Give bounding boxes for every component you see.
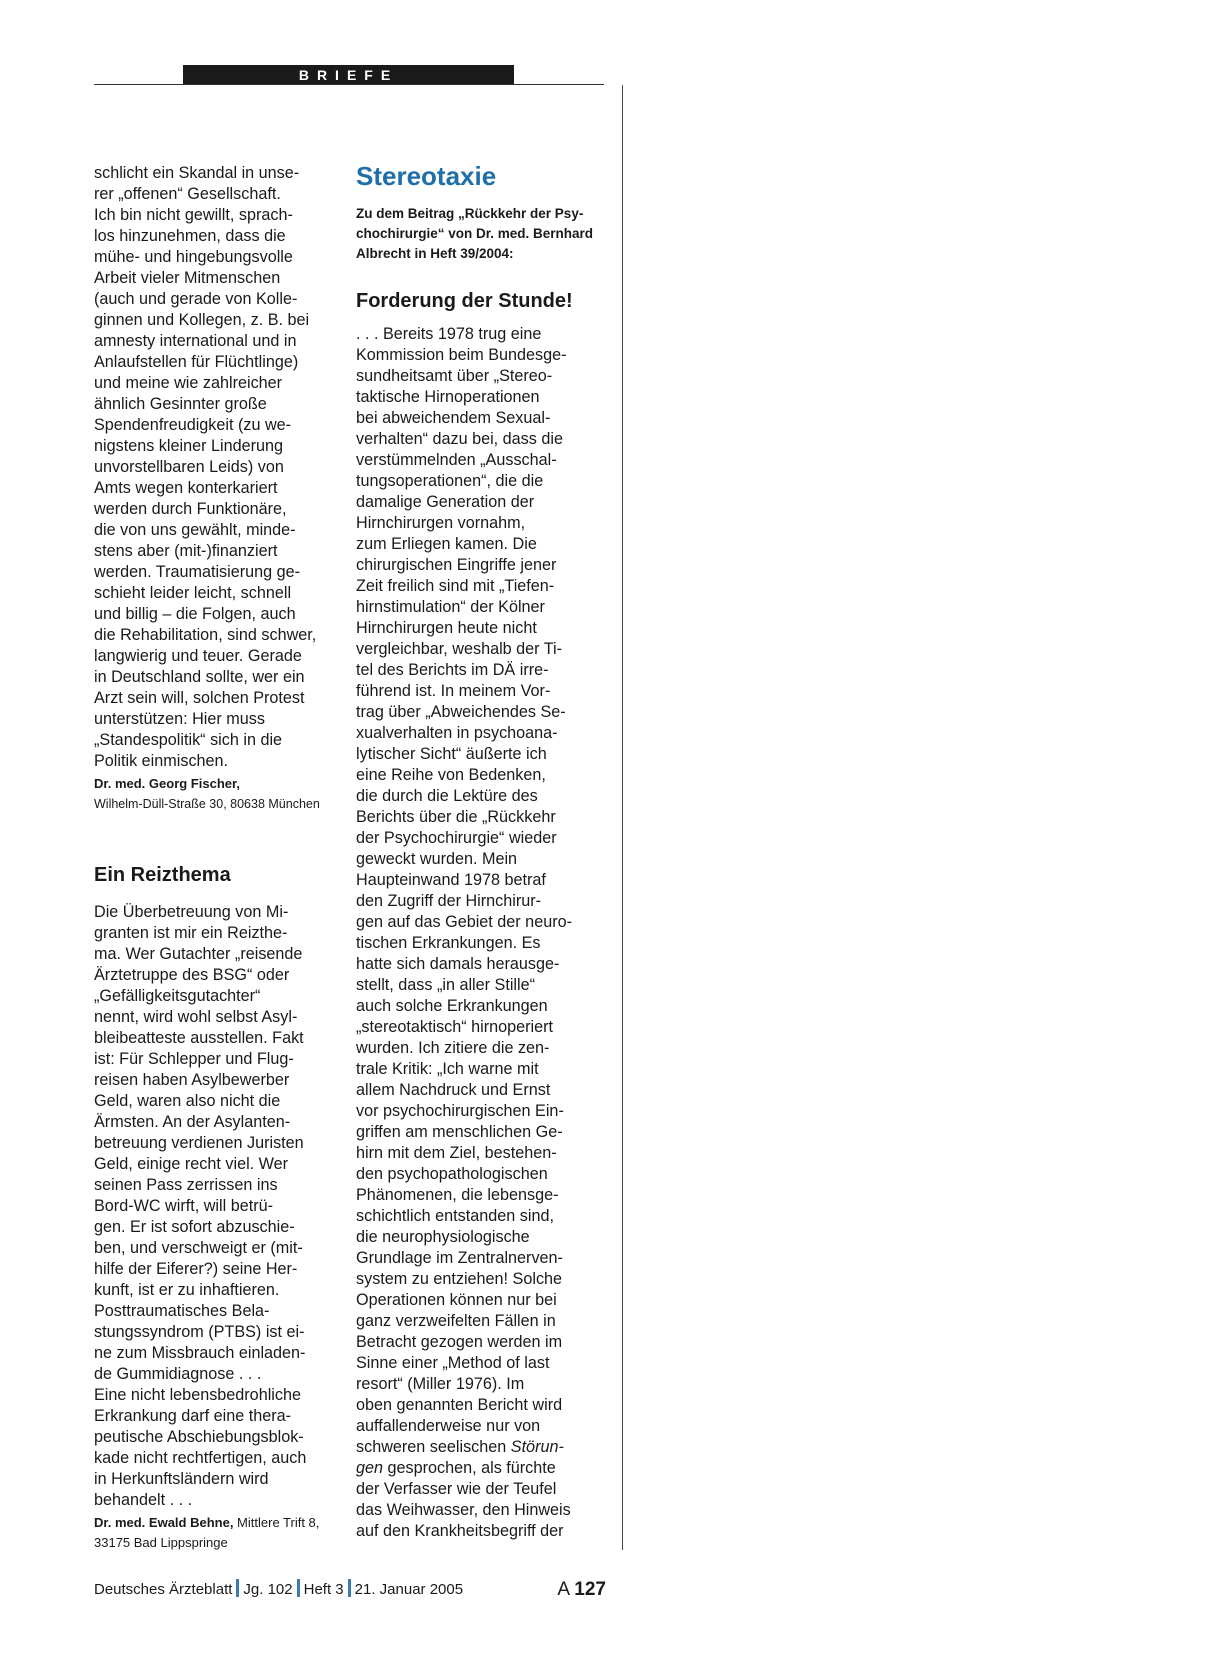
text-line: hirnstimulation“ der Kölner [356, 598, 545, 616]
text-line: und billig – die Folgen, auch [94, 605, 296, 623]
journal-issue: Heft 3 [303, 1581, 344, 1598]
text-line: das Weihwasser, den Hinweis [356, 1501, 571, 1519]
text-line: hirn mit dem Ziel, bestehen- [356, 1144, 557, 1162]
journal-date: 21. Januar 2005 [354, 1581, 464, 1598]
text-line: führend ist. In meinem Vor- [356, 682, 551, 700]
text-line: Bord-WC wirft, will betrü- [94, 1197, 273, 1215]
journal-volume: Jg. 102 [243, 1581, 293, 1598]
text-line: Sinne einer „Method of last [356, 1354, 550, 1372]
text-line: die Rehabilitation, sind schwer, [94, 626, 317, 644]
text-line: die durch die Lektüre des [356, 787, 538, 805]
text-line: ähnlich Gesinnter große [94, 395, 267, 413]
text-line: Haupteinwand 1978 betraf [356, 871, 546, 889]
text-line: Zeit freilich sind mit „Tiefen- [356, 577, 555, 595]
text-line: „Gefälligkeitsgutachter“ [94, 987, 261, 1005]
text-line: Operationen können nur bei [356, 1291, 557, 1309]
letter1-address: Wilhelm-Düll-Straße 30, 80638 München [94, 797, 320, 811]
text-line: peutische Abschiebungsblok- [94, 1428, 304, 1446]
text-line: Grundlage im Zentralnerven- [356, 1249, 563, 1267]
text-line: zum Erliegen kamen. Die [356, 535, 537, 553]
text-line: eine Reihe von Bedenken, [356, 766, 546, 784]
column-right [356, 160, 616, 1542]
text-line: der Verfasser wie der Teufel [356, 1480, 557, 1498]
text-line: Hirnchirurgen vornahm, [356, 514, 526, 532]
footer-separator [236, 1579, 239, 1597]
text-line: Anlaufstellen für Flüchtlinge) [94, 353, 299, 371]
text-line: gen auf das Gebiet der neuro- [356, 913, 572, 931]
text-line: wurden. Ich zitiere die zen- [356, 1039, 550, 1057]
text-line: stungssyndrom (PTBS) ist ei- [94, 1323, 305, 1341]
text-line: trag über „Abweichendes Se- [356, 703, 566, 721]
text-line: Phänomenen, die lebensge- [356, 1186, 559, 1204]
reference-note [356, 204, 616, 264]
text-line: seinen Pass zerrissen ins [94, 1176, 278, 1194]
text-line: taktische Hirnoperationen [356, 388, 540, 406]
text-line: Die Überbetreuung von Mi- [94, 903, 289, 921]
text-line: Arzt sein will, solchen Protest [94, 689, 305, 707]
text-line: vergleichbar, weshalb der Ti- [356, 640, 563, 658]
text-line: die neurophysiologische [356, 1228, 530, 1246]
text-line: auch solche Erkrankungen [356, 997, 548, 1015]
text-line: die von uns gewählt, minde- [94, 521, 296, 539]
text-line: Posttraumatisches Bela- [94, 1302, 270, 1320]
text-line: tel des Berichts im DÄ irre- [356, 661, 549, 679]
letter2-author: Dr. med. Ewald Behne, [94, 1515, 234, 1530]
text-line: (auch und gerade von Kolle- [94, 290, 298, 308]
column-divider [622, 85, 623, 1550]
text-line: in Deutschland sollte, wer ein [94, 668, 305, 686]
text-line: damalige Generation der [356, 493, 535, 511]
text-line: hilfe der Eiferer?) seine Her- [94, 1260, 298, 1278]
text-line: der Psychochirurgie“ wieder [356, 829, 557, 847]
reference-line: Zu dem Beitrag „Rückkehr der Psy- [356, 206, 584, 221]
page-footer [94, 1577, 606, 1603]
reference-line: Albrecht in Heft 39/2004: [356, 246, 514, 261]
header-rule [94, 84, 604, 85]
text-line: oben genannten Bericht wird [356, 1396, 563, 1414]
text-line: Ärmsten. An der Asylanten- [94, 1113, 291, 1131]
text-line: „Standespolitik“ sich in die [94, 731, 283, 749]
text-line: auffallenderweise nur von [356, 1417, 541, 1435]
text-line: schichtlich entstanden sind, [356, 1207, 554, 1225]
text-line: unterstützen: Hier muss [94, 710, 265, 728]
letter2-heading: Ein Reizthema [94, 864, 231, 886]
footer-separator [348, 1579, 351, 1597]
text-line: Berichts über die „Rückkehr [356, 808, 556, 826]
letter1-body [94, 163, 349, 772]
text-line: Hirnchirurgen heute nicht [356, 619, 537, 637]
page-number: A 127 [557, 1579, 606, 1600]
text-line: vor psychochirurgischen Ein- [356, 1102, 564, 1120]
text-line: bleibeatteste ausstellen. Fakt [94, 1029, 304, 1047]
text-line: auf den Krankheitsbegriff der [356, 1522, 564, 1540]
letter2-body [94, 902, 349, 1511]
section-label: BRIEFE [183, 65, 514, 85]
text-line: los hinzunehmen, dass die [94, 227, 286, 245]
text-line: unvorstellbaren Leids) von [94, 458, 284, 476]
text-line: Ärztetruppe des BSG“ oder [94, 966, 290, 984]
text-line: „stereotaktisch“ hirnoperiert [356, 1018, 554, 1036]
text-line: kade nicht rechtfertigen, auch [94, 1449, 307, 1467]
letter2-signature [94, 1513, 349, 1533]
text-line: schlicht ein Skandal in unse- [94, 164, 300, 182]
text-line: granten ist mir ein Reizthe- [94, 924, 288, 942]
text-line: bei abweichendem Sexual- [356, 409, 551, 427]
letter3-line-italic-1: schweren seelischen Störun- [356, 1438, 564, 1456]
text-line: ganz verzweifelten Fällen in [356, 1312, 556, 1330]
text-line: resort“ (Miller 1976). Im [356, 1375, 525, 1393]
text-line: verstümmelnden „Ausschal- [356, 451, 557, 469]
text-line: verhalten“ dazu bei, dass die [356, 430, 563, 448]
text-line: de Gummidiagnose . . . [94, 1365, 262, 1383]
text-line: ben, und verschweigt er (mit- [94, 1239, 303, 1257]
text-line: werden. Traumatisierung ge- [94, 563, 301, 581]
text-line: ginnen und Kollegen, z. B. bei [94, 311, 310, 329]
letter2-address-1: Mittlere Trift 8, [233, 1515, 320, 1530]
text-line: Geld, einige recht viel. Wer [94, 1155, 289, 1173]
text-line: sundheitsamt über „Stereo- [356, 367, 553, 385]
text-line: mühe- und hingebungsvolle [94, 248, 293, 266]
text-line: ist: Für Schlepper und Flug- [94, 1050, 294, 1068]
text-line: kunft, ist er zu inhaftieren. [94, 1281, 280, 1299]
topic-title: Stereotaxie [356, 161, 497, 191]
text-line: ma. Wer Gutachter „reisende [94, 945, 303, 963]
text-line: in Herkunftsländern wird [94, 1470, 269, 1488]
text-line: ne zum Missbrauch einladen- [94, 1344, 306, 1362]
text-line: den Zugriff der Hirnchirur- [356, 892, 542, 910]
text-line: Ich bin nicht gewillt, sprach- [94, 206, 293, 224]
text-line: Erkrankung darf eine thera- [94, 1407, 292, 1425]
text-line: Arbeit vieler Mitmenschen [94, 269, 281, 287]
letter3-body-end [356, 1479, 616, 1542]
text-line: reisen haben Asylbewerber [94, 1071, 290, 1089]
letter3-body [356, 324, 616, 1437]
text-line: griffen am menschlichen Ge- [356, 1123, 563, 1141]
text-line: geweckt wurden. Mein [356, 850, 518, 868]
text-line: nigstens kleiner Linderung [94, 437, 283, 455]
text-line: system zu entziehen! Solche [356, 1270, 563, 1288]
column-left [94, 163, 349, 1553]
text-line: langwierig und teuer. Gerade [94, 647, 302, 665]
text-line: Betracht gezogen werden im [356, 1333, 563, 1351]
text-line: tischen Erkrankungen. Es [356, 934, 541, 952]
text-line: xualverhalten in psychoana- [356, 724, 558, 742]
text-line: tungsoperationen“, die die [356, 472, 544, 490]
text-line: werden durch Funktionäre, [94, 500, 287, 518]
footer-separator [297, 1579, 300, 1597]
text-line: Geld, waren also nicht die [94, 1092, 281, 1110]
text-line: den psychopathologischen [356, 1165, 548, 1183]
text-line: amnesty international und in [94, 332, 297, 350]
text-line: rer „offenen“ Gesellschaft. [94, 185, 281, 203]
text-line: Spendenfreudigkeit (zu we- [94, 416, 292, 434]
letter3-line-italic-2: gen gesprochen, als fürchte [356, 1459, 556, 1477]
text-line: hatte sich damals herausge- [356, 955, 560, 973]
text-line: und meine wie zahlreicher [94, 374, 283, 392]
journal-name: Deutsches Ärzteblatt [94, 1581, 233, 1598]
text-line: Kommission beim Bundesge- [356, 346, 567, 364]
text-line: betreuung verdienen Juristen [94, 1134, 304, 1152]
text-line: behandelt . . . [94, 1491, 193, 1509]
letter3-heading: Forderung der Stunde! [356, 290, 573, 312]
text-line: nennt, wird wohl selbst Asyl- [94, 1008, 298, 1026]
text-line: stens aber (mit-)finanziert [94, 542, 278, 560]
text-line: Amts wegen konterkariert [94, 479, 278, 497]
text-line: trale Kritik: „Ich warne mit [356, 1060, 539, 1078]
text-line: gen. Er ist sofort abzuschie- [94, 1218, 295, 1236]
reference-line: chochirurgie“ von Dr. med. Bernhard [356, 226, 594, 241]
text-line: . . . Bereits 1978 trug eine [356, 325, 542, 343]
text-line: schieht leider leicht, schnell [94, 584, 292, 602]
text-line: lytischer Sicht“ äußerte ich [356, 745, 547, 763]
text-line: chirurgischen Eingriffe jener [356, 556, 557, 574]
text-line: allem Nachdruck und Ernst [356, 1081, 551, 1099]
letter1-author: Dr. med. Georg Fischer, [94, 776, 240, 791]
text-line: Politik einmischen. [94, 752, 229, 770]
text-line: stellt, dass „in aller Stille“ [356, 976, 536, 994]
text-line: Eine nicht lebensbedrohliche [94, 1386, 301, 1404]
letter2-address-2: 33175 Bad Lippspringe [94, 1535, 228, 1550]
